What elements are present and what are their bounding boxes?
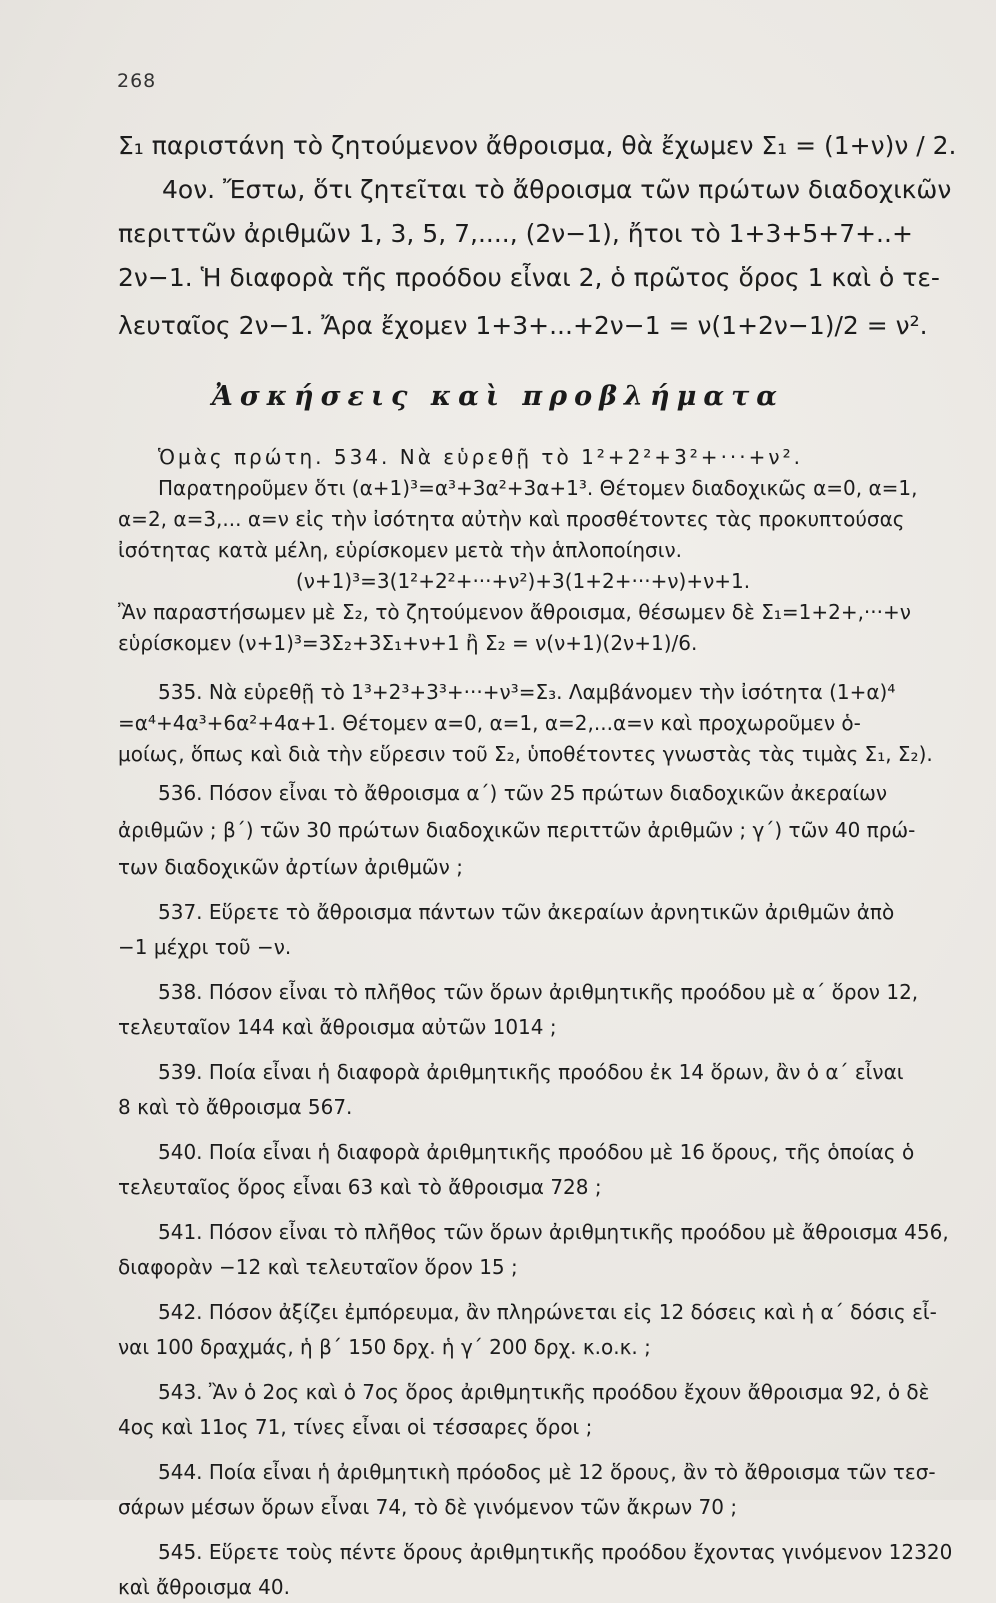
text-line: 542. Πόσον ἀξίζει ἐμπόρευμα, ἂν πληρώνεται εἰς 12 δόσεις καὶ ἡ α΄ δόσις εἶ- xyxy=(158,1300,937,1324)
text-line: 537. Εὕρετε τὸ ἄθροισμα πάντων τῶν ἀκεραίων ἀρνητικῶν ἀριθμῶν ἀπὸ xyxy=(158,900,895,924)
text-line: 545. Εὕρετε τοὺς πέντε ὅρους ἀριθμητικῆς προόδου ἔχοντας γινόμενον 12320 xyxy=(158,1540,953,1564)
text-line: διαφορὰν −12 καὶ τελευταῖον ὅρον 15 ; xyxy=(118,1255,518,1279)
text-line: 535. Νὰ εὑρεθῇ τὸ 1³+2³+3³+···+ν³=Σ₃. Λαμβάνομεν τὴν ἰσότητα (1+α)⁴ xyxy=(158,680,896,704)
text-line: περιττῶν ἀριθμῶν 1, 3, 5, 7,...., (2ν−1), ἤτοι τὸ 1+3+5+7+..+ xyxy=(118,219,913,248)
text-line: 539. Ποία εἶναι ἡ διαφορὰ ἀριθμητικῆς προόδου ἐκ 14 ὅρων, ἂν ὁ α΄ εἶναι xyxy=(158,1060,904,1084)
text-line: (ν+1)³=3(1²+2²+···+ν²)+3(1+2+···+ν)+ν+1. xyxy=(295,569,751,593)
text-line: 4ος καὶ 11ος 71, τίνες εἶναι οἱ τέσσαρες ὅροι ; xyxy=(118,1415,593,1439)
intro-text xyxy=(118,128,957,344)
text-line: ἀριθμῶν ; β΄) τῶν 30 πρώτων διαδοχικῶν περιττῶν ἀριθμῶν ; γ΄) τῶν 40 πρώ- xyxy=(118,818,916,842)
text-line: Σ₁ παριστάνη τὸ ζητούμενον ἄθροισμα, θὰ ἔχωμεν Σ₁ = (1+ν)ν / 2. xyxy=(118,131,957,160)
text-line: =α⁴+4α³+6α²+4α+1. Θέτομεν α=0, α=1, α=2,...α=ν καὶ προχωροῦμεν ὁ- xyxy=(118,711,861,735)
text-line: τελευταῖον 144 καὶ ἄθροισμα αὐτῶν 1014 ; xyxy=(118,1015,557,1039)
text-line: Παρατηροῦμεν ὅτι (α+1)³=α³+3α²+3α+1³. Θέτομεν διαδοχικῶς α=0, α=1, xyxy=(158,476,918,500)
text-line: των διαδοχικῶν ἀρτίων ἀριθμῶν ; xyxy=(118,855,463,879)
text-line: 2ν−1. Ἡ διαφορὰ τῆς προόδου εἶναι 2, ὁ πρῶτος ὅρος 1 καὶ ὁ τε- xyxy=(118,263,940,292)
text-line: 544. Ποία εἶναι ἡ ἀριθμητικὴ πρόοδος μὲ 12 ὅρους, ἂν τὸ ἄθροισμα τῶν τεσ- xyxy=(158,1460,936,1484)
text-line: τελευταῖος ὅρος εἶναι 63 καὶ τὸ ἄθροισμα 728 ; xyxy=(118,1175,602,1199)
text-line: 543. Ἂν ὁ 2ος καὶ ὁ 7ος ὅρος ἀριθμητικῆς προόδου ἔχουν ἄθροισμα 92, ὁ δὲ xyxy=(158,1380,930,1404)
text-line: 8 καὶ τὸ ἄθροισμα 567. xyxy=(118,1095,353,1119)
text-line: λευταῖος 2ν−1. Ἄρα ἔχομεν 1+3+...+2ν−1 = ν(1+2ν−1)/2 = ν². xyxy=(118,311,928,340)
text-line: 538. Πόσον εἶναι τὸ πλῆθος τῶν ὅρων ἀριθμητικῆς προόδου μὲ α΄ ὅρον 12, xyxy=(158,980,919,1004)
exercises-text xyxy=(118,442,953,1603)
text-line: εὑρίσκομεν (ν+1)³=3Σ₂+3Σ₁+ν+1 ἢ Σ₂ = ν(ν+1)(2ν+1)/6. xyxy=(118,631,698,655)
text-line: α=2, α=3,... α=ν εἰς τὴν ἰσότητα αὐτὴν καὶ προσθέτοντες τὰς προκυπτούσας xyxy=(118,507,905,531)
text-line: ἰσότητας κατὰ μέλη, εὑρίσκομεν μετὰ τὴν ἁπλοποίησιν. xyxy=(118,538,682,562)
text-line: σάρων μέσων ὅρων εἶναι 74, τὸ δὲ γινόμενον τῶν ἄκρων 70 ; xyxy=(118,1495,738,1519)
text-line: μοίως, ὅπως καὶ διὰ τὴν εὕρεσιν τοῦ Σ₂, ὑποθέτοντες γνωστὰς τὰς τιμὰς Σ₁, Σ₂). xyxy=(118,742,933,766)
text-line: καὶ ἄθροισμα 40. xyxy=(118,1575,290,1599)
text-line: 536. Πόσον εἶναι τὸ ἄθροισμα α΄) τῶν 25 πρώτων διαδοχικῶν ἀκεραίων xyxy=(158,781,888,805)
text-line: 540. Ποία εἶναι ἡ διαφορὰ ἀριθμητικῆς προόδου μὲ 16 ὅρους, τῆς ὁποίας ὁ xyxy=(158,1140,915,1164)
text-line: −1 μέχρι τοῦ −ν. xyxy=(118,935,292,959)
section-title: Ἀσκήσεις καὶ προβλήματα xyxy=(211,381,785,412)
text-line: Ἂν παραστήσωμεν μὲ Σ₂, τὸ ζητούμενον ἄθροισμα, θέσωμεν δὲ Σ₁=1+2+,···+ν xyxy=(118,600,911,624)
text-line: 4ον. Ἔστω, ὅτι ζητεῖται τὸ ἄθροισμα τῶν πρώτων διαδοχικῶν xyxy=(162,175,952,204)
text-line: 541. Πόσον εἶναι τὸ πλῆθος τῶν ὅρων ἀριθμητικῆς προόδου μὲ ἄθροισμα 456, xyxy=(158,1220,949,1244)
text-line: Ὁμὰς πρώτη. 534. Νὰ εὑρεθῇ τὸ 1²+2²+3²+···+ν². xyxy=(158,445,803,469)
text-line: ναι 100 δραχμάς, ἡ β΄ 150 δρχ. ἡ γ΄ 200 δρχ. κ.ο.κ. ; xyxy=(118,1335,651,1359)
page-number: 268 xyxy=(117,70,157,92)
